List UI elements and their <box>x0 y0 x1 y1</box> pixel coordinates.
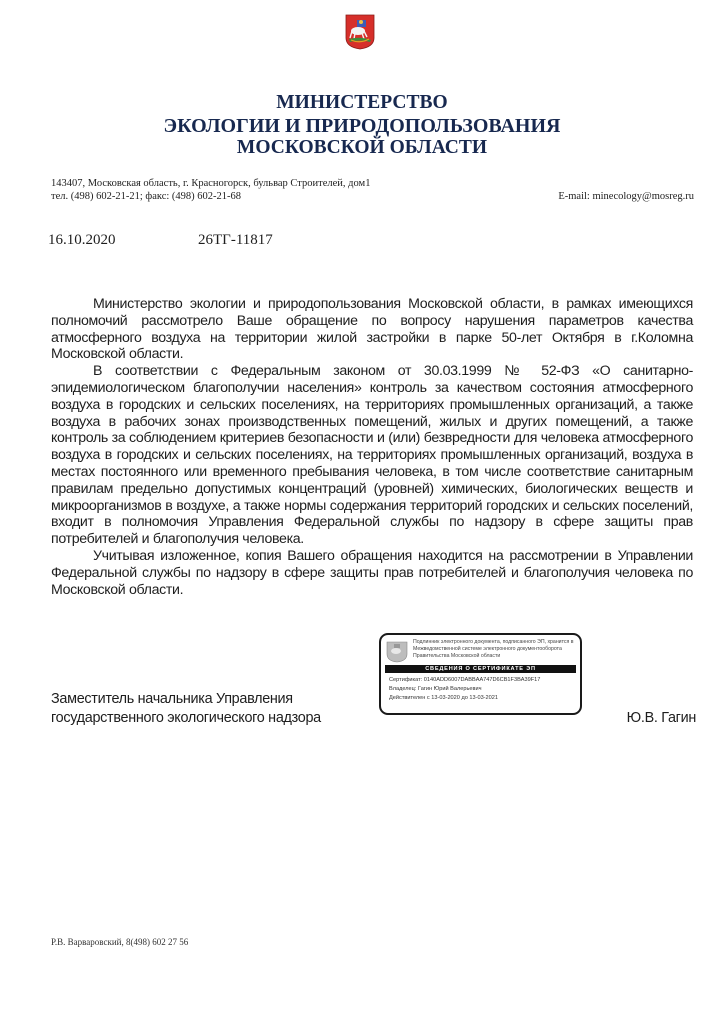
letter-body <box>51 296 693 598</box>
registration-number: 26ТГ-11817 <box>198 232 273 248</box>
signer-name: Ю.В. Гагин <box>626 710 696 726</box>
phone-fax-line: тел. (498) 602-21-21; факс: (498) 602-21-68 <box>51 191 242 202</box>
executor-contact: Р.В. Варваровский, 8(498) 602 27 56 <box>51 937 189 947</box>
body-paragraph: В соответствии с Федеральным законом от 30.03.1999 № 52-ФЗ «О санитарно-эпидемиологическом благополучии населения» контроль за качеством состояния атмосферного воздуха в городских и сельских поселениях, на территориях промышленных организаций, а также воздуха в рабочих зонах производственных помещений, жилых и других помещений, а также контроль за соблюдением критериев безопасности и (или) безвредности для человека атмосферного воздуха в городских и сельских поселениях, на территориях промышленных организаций, воздуха в местах постоянного или временного пребывания человека, в том числе соответствие санитарным правилам предельно допустимых концентраций (уровней) химических, биологических веществ и микроорганизмов в воздухе, а также нормы содержания территорий городских и сельских поселений, входит в полномочия Управления Федеральной службы по надзору в сфере защиты прав потребителей и благополучия человека. <box>51 363 693 548</box>
stamp-note: Подлинник электронного документа, подписанного ЭП, хранится в Межведомственной системе электронного документооборота Правительства Московской области <box>413 639 574 659</box>
certificate-number: Сертификат: 0140ADD6007DABBAA747D6CB1F3BA39F17 <box>389 677 541 683</box>
certificate-validity: Действителен с 13-03-2020 до 13-03-2021 <box>389 695 498 701</box>
stamp-header: СВЕДЕНИЯ О СЕРТИФИКАТЕ ЭП <box>385 665 576 673</box>
ministry-title-line-3: МОСКОВСКОЙ ОБЛАСТИ <box>236 137 488 158</box>
ministry-title-line-2: ЭКОЛОГИИ И ПРИРОДОПОЛЬЗОВАНИЯ <box>163 115 561 137</box>
signer-position-line-1: Заместитель начальника Управления <box>51 691 293 707</box>
body-paragraph: Учитывая изложенное, копия Вашего обращения находится на рассмотрении в Управлении Федеральной службы по надзору в сфере защиты прав потребителей и благополучия человека по Московской области. <box>51 547 693 598</box>
body-paragraph: Министерство экологии и природопользования Московской области, в рамках имеющихся полномочий рассмотрело Ваше обращение по вопросу нарушения параметров качества атмосферного воздуха на территории жилой застройки в парке 50-лет Октября в г.Коломна Московской области. <box>51 296 693 363</box>
address-line: 143407, Московская область, г. Красногорск, бульвар Строителей, дом1 <box>51 178 371 189</box>
email-line: E-mail: minecology@mosreg.ru <box>558 191 694 202</box>
letter-date: 16.10.2020 <box>48 232 116 248</box>
electronic-signature-stamp <box>379 633 582 715</box>
certificate-owner: Владелец: Гагин Юрий Валерьевич <box>389 686 482 692</box>
coat-of-arms-icon <box>386 639 408 663</box>
signer-position-line-2: государственного экологического надзора <box>51 710 321 726</box>
coat-of-arms-icon <box>345 14 375 50</box>
ministry-title-line-1: МИНИСТЕРСТВО <box>276 92 448 113</box>
